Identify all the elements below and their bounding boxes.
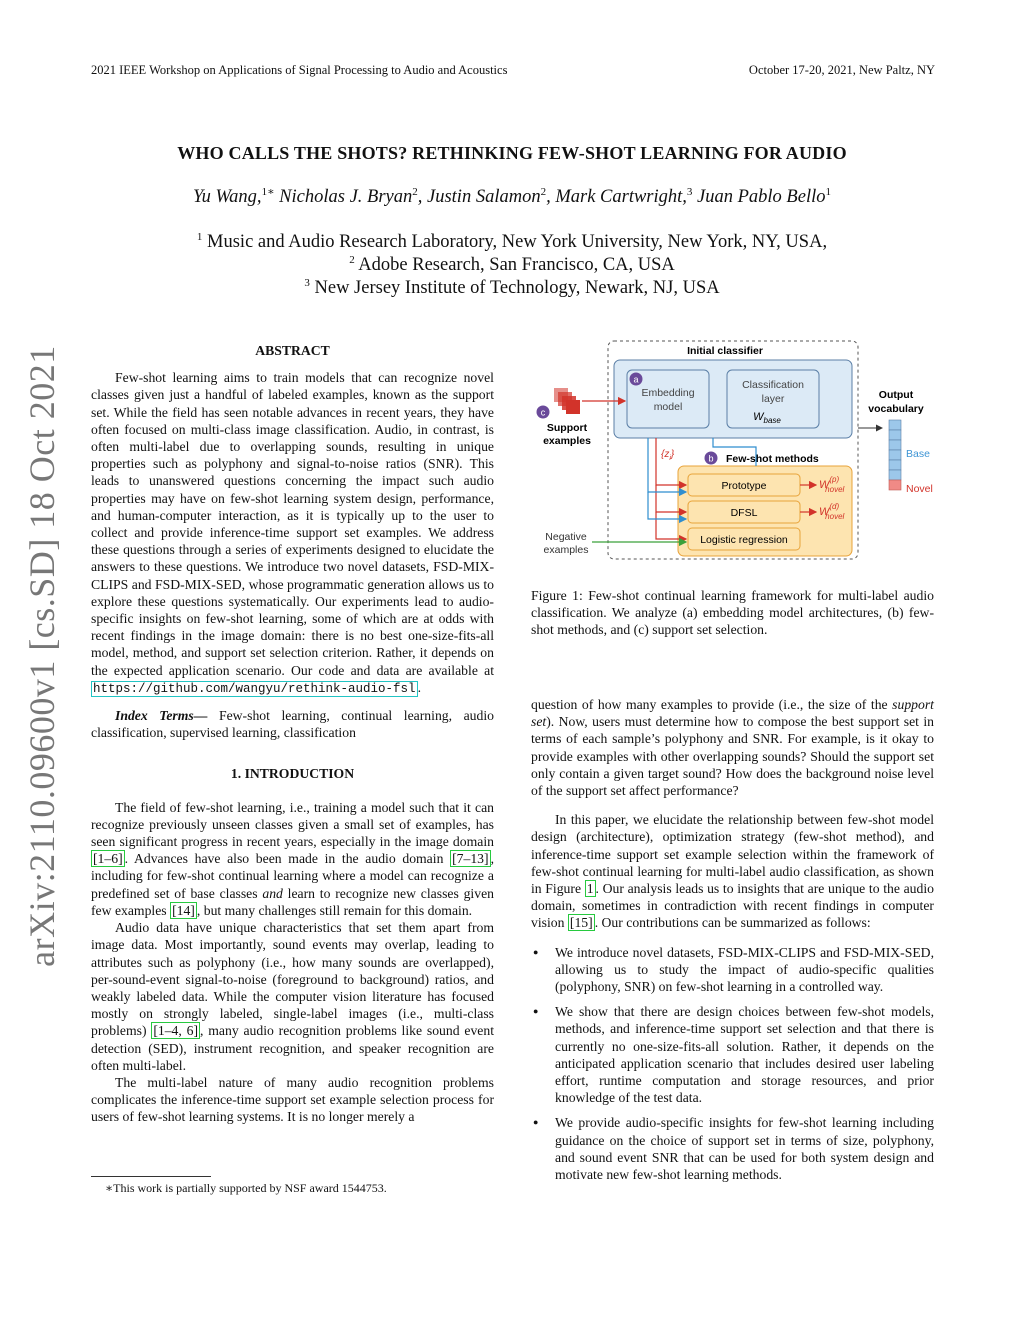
w-base: $W_{base}$ — [753, 411, 781, 425]
aff-sup: 3 — [304, 277, 310, 289]
text-run: The field of few-shot learning, i.e., training a model such that it can recognize previously unseen classes given a small set of examples, has seen significant progress in recent years, especially in the image domain — [91, 799, 494, 850]
footnote-rule — [91, 1176, 211, 1177]
initial-classifier-label: Initial classifier — [687, 345, 763, 357]
index-terms-label: Index Terms— — [115, 708, 208, 724]
running-header-right: October 17-20, 2021, New Paltz, NY — [748, 63, 935, 77]
w-novel-d: $W^{(d)}$ novel — [819, 502, 845, 521]
list-item: ● We provide audio-specific insights for few-shot learning including guidance on the choice of support set in terms of size, polyphony, and sound event SNR that can be used for both system design and motivate new few-shot learning methods. — [555, 1114, 934, 1183]
author-sup: 1 — [825, 186, 831, 198]
text-run: Audio data have unique characteristics that set them apart from image data. Most importantly, sound events may overlap, leading to attributes such as polyphony (i.e., how many sounds are overlapped), per-sound-event signal-to-noise (foreground to background) ratios, and weakly labeled data. While the computer vision literature has focused mostly on strongly labeled, single-label images (i.e., multi-class problems) — [91, 920, 494, 1039]
index-terms-text: Few-shot learning, continual learning, audio classification, supervised learning, classification — [91, 708, 495, 741]
affiliation — [0, 277, 1024, 299]
contributions-list — [531, 944, 934, 1184]
citation-link[interactable]: [1–6] — [93, 851, 123, 867]
citation-link[interactable]: [1–4, 6] — [153, 1023, 199, 1039]
classification-label: layer — [761, 393, 785, 405]
intro-heading: 1. INTRODUCTION — [230, 766, 355, 782]
text-run: ). Now, users must determine how to compose the best support set in terms of each sample’s polyphony and SNR. For example, is it okay to provide examples with other overlapping sounds? Should the support set only contain a given target sound? How does the background noise level of the support set affect performance? — [531, 714, 934, 799]
badge-a-label: a — [633, 374, 639, 385]
text-run: , including for few-shot continual learning where a model can recognize a predefined set of base classes — [91, 851, 494, 901]
author-list: Yu Wang,$^{1∗}$ Nicholas J. Bryan$^2$, Justin Salamon$^2$, Mark Cartwright,$^3$ Juan Pablo Bello$^1$ — [193, 186, 831, 208]
badge-b-label: b — [708, 453, 714, 464]
citation-link[interactable]: [15] — [569, 915, 593, 931]
text-run: , many audio recognition problems like sound event detection (SED), instrument recognition, and speaker recognition are often multi-label. — [91, 1023, 495, 1073]
few-shot-methods-label: Few-shot methods — [726, 453, 819, 465]
text-run: . Our analysis leads us to insights that are unique to the audio domain, sometimes in contradiction with recent findings in computer vision — [531, 881, 934, 931]
author-sup: 2 — [540, 186, 547, 198]
index-terms — [91, 707, 494, 741]
list-item: ● We show that there are design choices between few-shot models, methods, and inference-time support set selection and that there is currently no one-size-fits-all solution. Rather, it depends on the anticipated application scenario that includes desired user labeling effort, runtime computation and storage resources, and prior knowledge of the test data. — [555, 1003, 934, 1106]
left-column — [91, 342, 494, 1126]
abstract-body: Few-shot learning aims to train models that can recognize novel classes given just a handful of labeled examples, known as the support set. While the field has seen notable advances in recent years, they have often focused on multi-class image classification. Audio, in contrast, is often multi-label due to overlapping sounds, resulting in unique properties such as polyphony and signal-to-noise ratios (SNR). This leads to unanswered questions concerning the impact such audio properties may have on few-shot learning system design, performance, and human-computer interaction, as it is typically up to the user to collect and provide inference-time support set examples. We address these questions through a series of experiments designed to elucidate the answers to these questions. We introduce two novel datasets, FSD-MIX-CLIPS and FSD-MIX-SED, whose programmatic generation allows us to explore these questions systematically. Our experiments lead to audio-specific insights on few-shot learning, some of which are at odds with recent findings in the image domain: there is no best one-size-fits-all model, method, and support set selection criterion. Rather, it depends on the expected application scenario. Our code and data are available at — [91, 370, 494, 678]
right-column — [531, 696, 934, 1191]
aff-text: Adobe Research, San Francisco, CA, USA — [358, 255, 675, 276]
author: Justin Salamon — [427, 187, 541, 208]
aff-text: Music and Audio Research Laboratory, New York University, New York, NY, USA, — [207, 232, 828, 253]
text-run: . Advances have also been made in the audio domain — [124, 851, 451, 867]
author: Nicholas J. Bryan — [279, 187, 413, 208]
citation-link[interactable]: [7–13] — [452, 851, 489, 867]
figure-caption: Figure 1: Few-shot continual learning framework for multi-label audio classification. We analyze (a) embedding model architectures, (b) few-shot methods, and (c) support set selection. — [531, 588, 934, 638]
right-paragraph-1 — [531, 696, 934, 799]
affiliation — [0, 231, 1024, 253]
citation-link[interactable]: [14] — [172, 902, 195, 918]
embedding-label: Embedding — [641, 387, 695, 399]
base-label: Base — [906, 448, 930, 460]
prototype-label: Prototype — [721, 480, 767, 492]
intro-paragraph-2 — [91, 919, 494, 1074]
intro-paragraph-3: The multi-label nature of many audio recognition problems complicates the inference-time support set example selection process for users of few-shot learning systems. It is no longer merely a — [91, 1074, 494, 1125]
author: Juan Pablo Bello — [697, 187, 826, 208]
support-examples-label: Support — [546, 422, 588, 434]
classification-label: Classification — [742, 379, 804, 391]
code-link[interactable]: https://github.com/wangyu/rethink-audio-fsl — [93, 681, 416, 696]
author-sup: 1∗ — [261, 186, 275, 198]
author-sup: 3 — [686, 186, 693, 198]
aff-text: New Jersey Institute of Technology, Newark, NJ, USA — [314, 278, 720, 299]
badge-c-label: c — [540, 407, 546, 418]
abstract-period: . — [417, 679, 421, 695]
support-examples-label: examples — [543, 435, 591, 447]
paper-title: WHO CALLS THE SHOTS? RETHINKING FEW-SHOT LEARNING FOR AUDIO — [177, 143, 847, 163]
output-vocab-label: Output — [878, 389, 914, 401]
author: Yu Wang, — [193, 187, 262, 208]
footnote: ∗This work is partially supported by NSF award 1544753. — [105, 1181, 387, 1195]
text-run: question of how many examples to provide (i.e., the size of the — [531, 697, 893, 712]
abstract-heading: ABSTRACT — [255, 343, 330, 358]
negative-examples-label: Negative — [545, 531, 587, 543]
text-run: . Our contributions can be summarized as follows: — [594, 915, 871, 931]
w-novel-p: $W^{(p)}$ novel — [819, 475, 845, 494]
author: Mark Cartwright, — [555, 187, 687, 208]
logreg-label: Logistic regression — [700, 534, 788, 546]
figure-1-diagram — [530, 336, 940, 566]
author-sup: 2 — [412, 186, 418, 198]
affiliation — [0, 254, 1024, 276]
text-run: support set — [531, 697, 934, 730]
z-i-label: $\{z_i\}$ — [661, 449, 675, 462]
arxiv-stamp: arXiv:2110.09600v1 [cs.SD] 18 Oct 2021 — [22, 345, 62, 967]
list-item: ● We introduce novel datasets, FSD-MIX-CLIPS and FSD-MIX-SED, allowing us to study the impact of audio-specific qualities (polyphony, SNR) on few-shot learning in a controlled way. — [555, 944, 934, 996]
output-vocab-label: vocabulary — [868, 403, 924, 415]
aff-sup: 1 — [196, 231, 203, 243]
running-header-left: 2021 IEEE Workshop on Applications of Signal Processing to Audio and Acoustics — [91, 63, 508, 77]
support-example-icon — [566, 400, 580, 414]
abstract-text — [91, 369, 494, 698]
text-run: learn to recognize new classes given few examples — [91, 885, 494, 918]
negative-examples-label: examples — [543, 544, 589, 556]
text-run: and — [262, 885, 283, 901]
embedding-label: model — [653, 401, 683, 413]
novel-label: Novel — [906, 483, 933, 495]
text-run: , but many challenges still remain for this domain. — [196, 902, 473, 918]
dfsl-label: DFSL — [730, 507, 758, 519]
aff-sup: 2 — [349, 254, 355, 266]
right-paragraph-2 — [531, 811, 934, 931]
intro-paragraph-1 — [91, 799, 494, 919]
figure-ref-link[interactable]: 1 — [586, 881, 594, 897]
output-vocab-bar — [889, 420, 901, 490]
text-run: In this paper, we elucidate the relationship between few-shot model design (architecture), optimization strategy (few-shot method), and inference-time support set example selection within the framework of few-shot continual learning for multi-label audio classification, as shown in Figure — [531, 812, 934, 897]
